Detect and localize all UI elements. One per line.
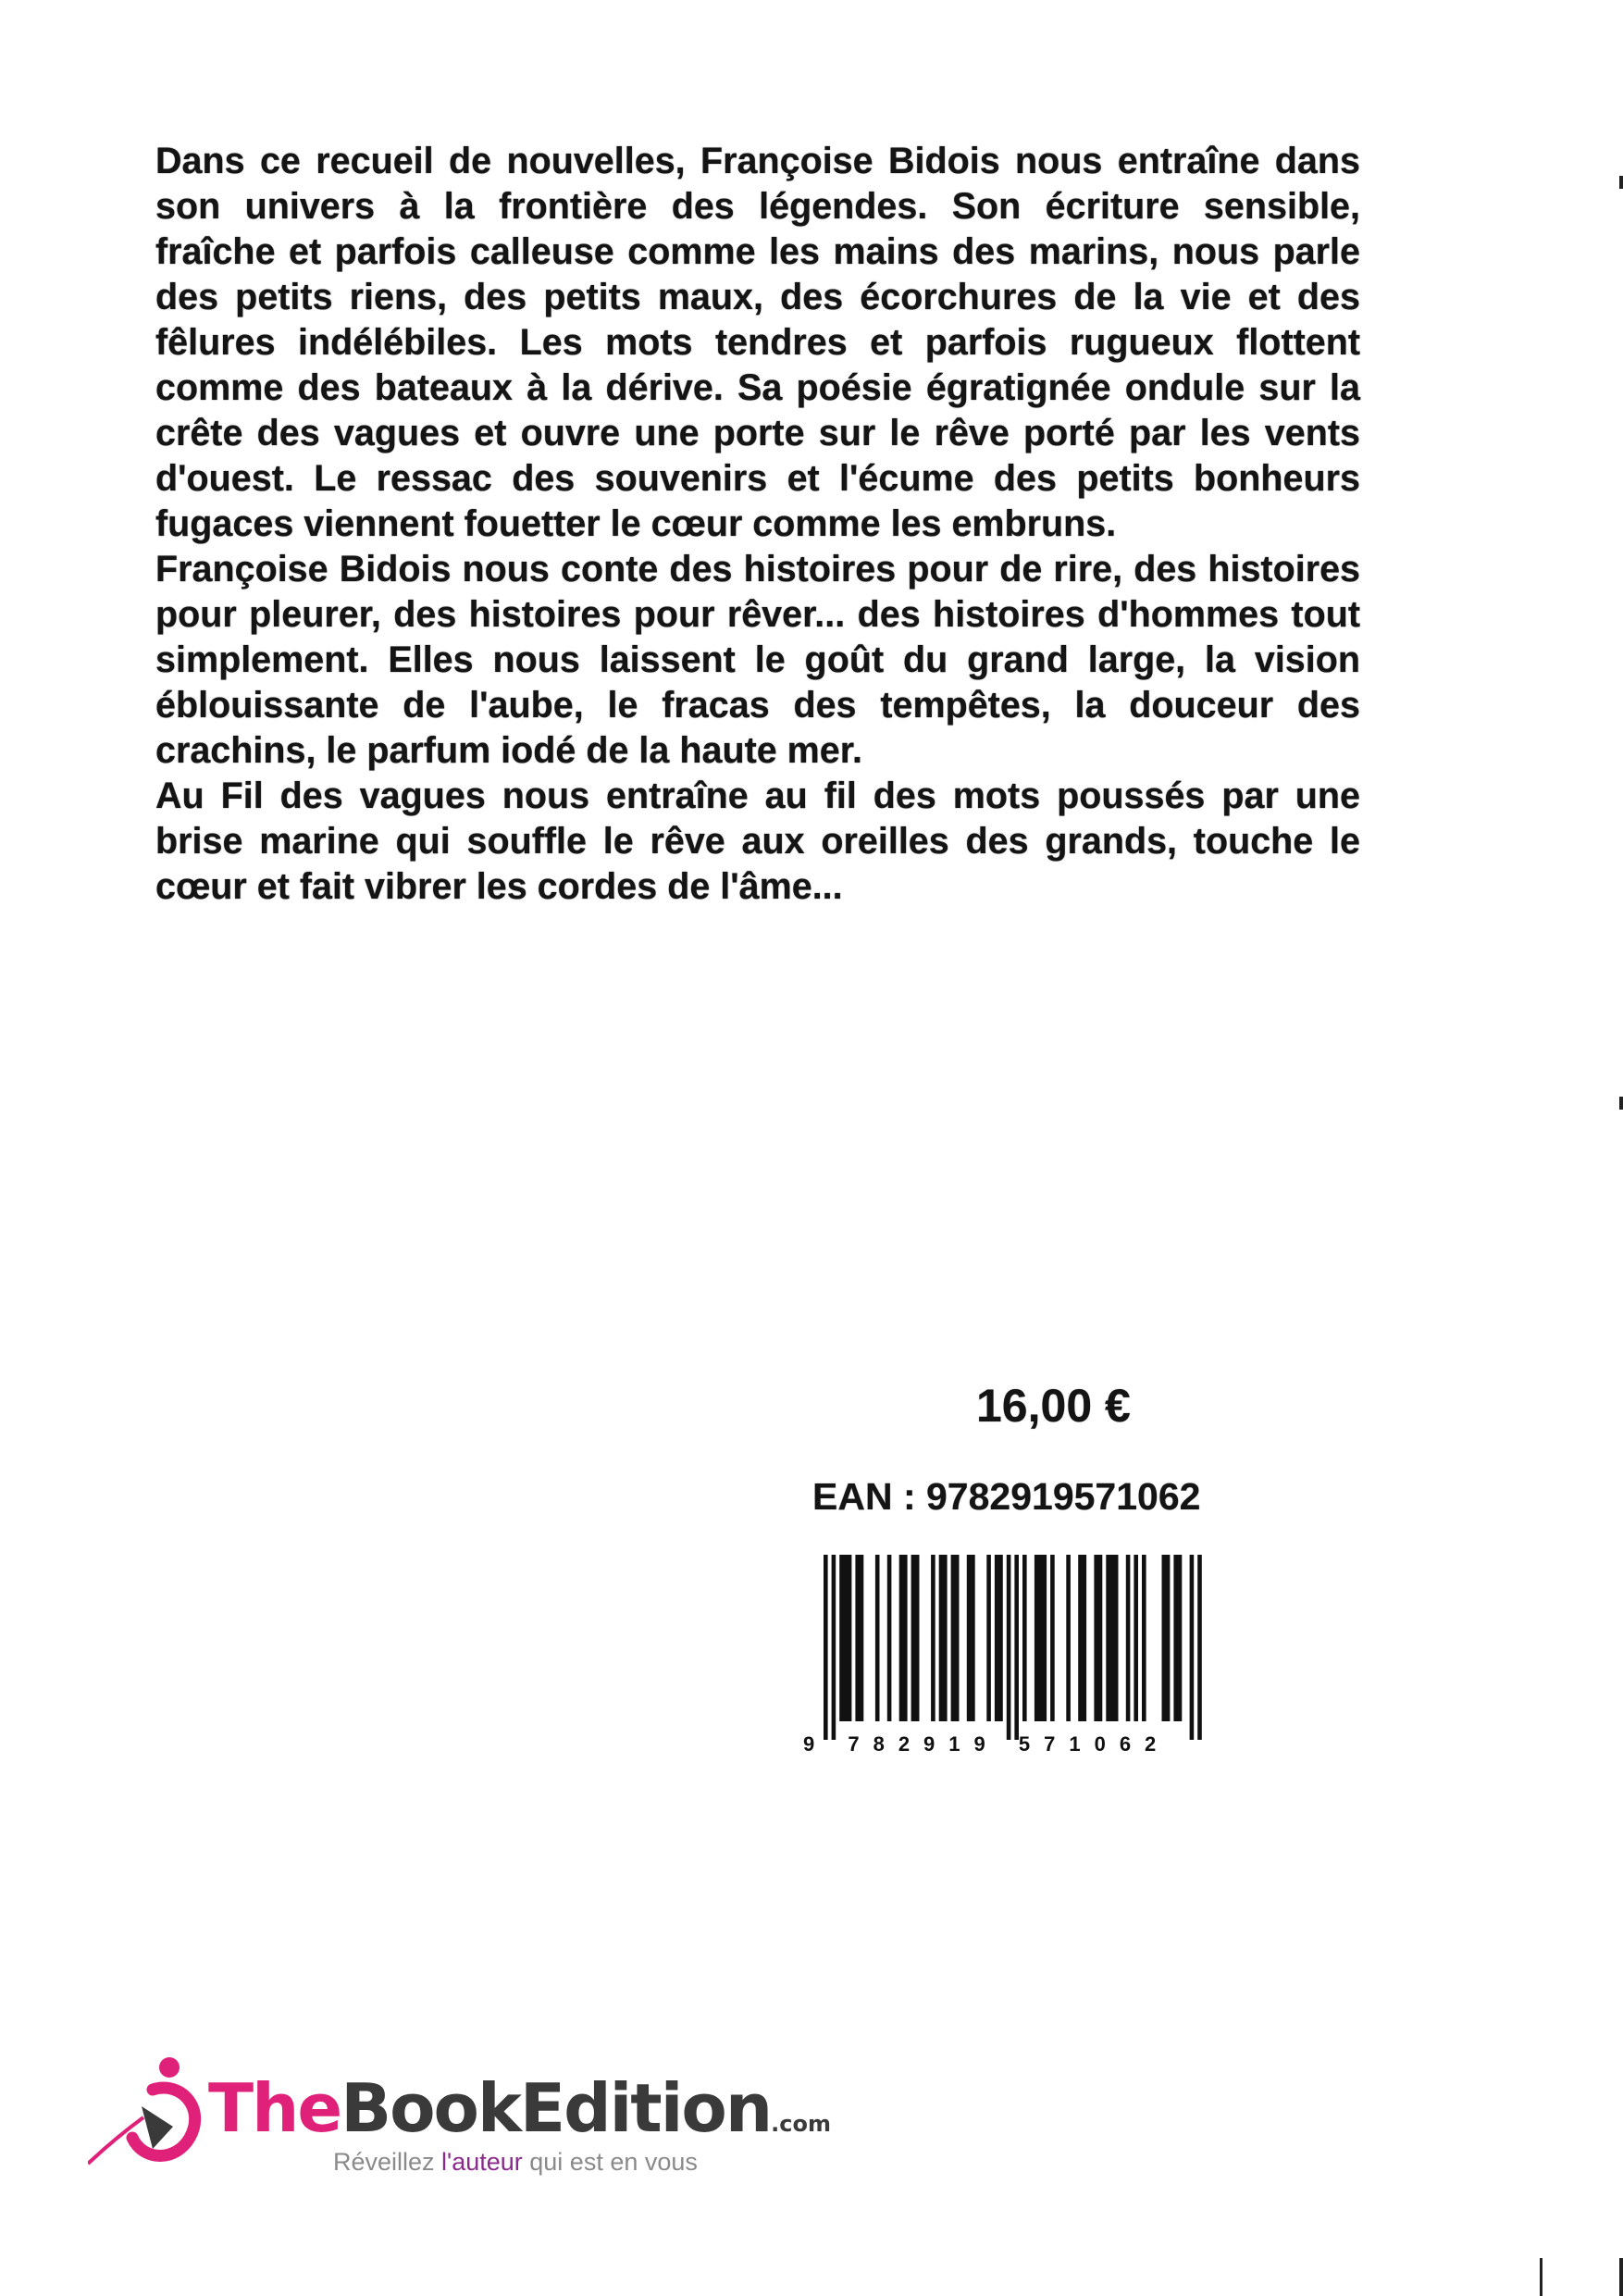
barcode-bar bbox=[1083, 1555, 1087, 1721]
crop-mark bbox=[1619, 1097, 1623, 1110]
barcode-bar bbox=[1142, 1555, 1146, 1721]
blurb-paragraph-2: Françoise Bidois nous conte des histoires pour de rire, des histoires pour pleurer, des histoires pour rêver... des histoires d'hommes tout simplement. Elles nous laissent le goût du grand large, la vision éblouissante de l'aube, le fracas des tempêtes, la douceur des crachins, le parfum iodé de la haute mer. bbox=[155, 549, 1360, 771]
barcode-bar bbox=[1162, 1555, 1167, 1721]
barcode-bar bbox=[911, 1555, 916, 1721]
barcode-digits: 9 782919 571062 bbox=[803, 1732, 1171, 1756]
blurb-paragraph-3: Au Fil des vagues nous entraîne au fil des mots poussés par une brise marine qui souffle le rêve aux oreilles des grands, touche le cœur et fait vibrer les cordes de l'âme... bbox=[155, 776, 1360, 907]
barcode-bar bbox=[995, 1555, 999, 1721]
crop-mark bbox=[1619, 176, 1623, 189]
barcode-bar bbox=[939, 1555, 944, 1721]
barcode-bar bbox=[844, 1555, 849, 1721]
barcode-bar bbox=[986, 1555, 991, 1721]
barcode-bar bbox=[1094, 1555, 1098, 1721]
barcode-bar bbox=[1022, 1555, 1027, 1721]
publisher-name: TheBookEdition.com bbox=[208, 2069, 831, 2147]
barcode-bar bbox=[998, 1555, 1003, 1721]
barcode-bar bbox=[875, 1555, 880, 1721]
barcode-bar bbox=[1050, 1555, 1055, 1721]
barcode-bar bbox=[1178, 1555, 1183, 1721]
barcode-bar bbox=[951, 1555, 956, 1721]
publisher-tagline: Réveillez l'auteur qui est en vous bbox=[333, 2148, 698, 2176]
barcode-bar bbox=[1014, 1555, 1019, 1740]
barcode-bar bbox=[1190, 1555, 1195, 1740]
barcode-bars bbox=[803, 1555, 1266, 1740]
publisher-logo-mark-icon bbox=[88, 2053, 217, 2182]
barcode-bar bbox=[1035, 1555, 1039, 1721]
crop-mark bbox=[1619, 2258, 1623, 2296]
barcode-bar bbox=[967, 1555, 972, 1721]
barcode-bar bbox=[1007, 1555, 1011, 1740]
barcode-bar bbox=[1043, 1555, 1047, 1721]
barcode-bar bbox=[832, 1555, 836, 1740]
barcode-bar bbox=[1098, 1555, 1103, 1721]
barcode-bar bbox=[943, 1555, 948, 1721]
barcode-bar bbox=[899, 1555, 904, 1721]
barcode-bar bbox=[1197, 1555, 1202, 1740]
barcode-bar bbox=[839, 1555, 844, 1721]
barcode-bar bbox=[1066, 1555, 1071, 1721]
barcode-bar bbox=[1078, 1555, 1083, 1721]
barcode-bar bbox=[1038, 1555, 1043, 1721]
barcode-bar bbox=[1166, 1555, 1171, 1721]
barcode-bar bbox=[824, 1555, 828, 1740]
barcode-bar bbox=[903, 1555, 908, 1721]
blurb-paragraph-1: Dans ce recueil de nouvelles, Françoise Bidois nous entraîne dans son univers à la frontière des légendes. Son écriture sensible, fraîche et parfois calleuse comme les mains des marins, nous parle des petits riens, des petits maux, des écorchures de la vie et des fêlures indélébiles. Les mots tendres et parfois rugueux flottent comme des bateaux à la dérive. Sa poésie égratignée ondule sur la crête des vagues et ouvre une porte sur le rêve porté par les vents d'ouest. Le ressac des souvenirs et l'écume des petits bonheurs fugaces viennent fouetter le cœur comme les embruns. bbox=[155, 141, 1360, 544]
barcode-bar bbox=[1106, 1555, 1110, 1721]
barcode-bar bbox=[848, 1555, 852, 1721]
barcode-bar bbox=[1110, 1555, 1115, 1721]
barcode-bar bbox=[971, 1555, 975, 1721]
crop-mark bbox=[1540, 2258, 1542, 2296]
barcode-bar bbox=[915, 1555, 920, 1721]
book-price: 16,00 € bbox=[976, 1380, 1131, 1432]
barcode bbox=[803, 1555, 1266, 1758]
barcode-bar bbox=[955, 1555, 960, 1721]
barcode-bar bbox=[1114, 1555, 1119, 1721]
barcode-bar bbox=[860, 1555, 864, 1721]
barcode-bar bbox=[855, 1555, 860, 1721]
publisher-logo bbox=[88, 2053, 831, 2182]
barcode-bar bbox=[931, 1555, 935, 1721]
ean-label: EAN : 9782919571062 bbox=[812, 1475, 1201, 1518]
barcode-bar bbox=[1173, 1555, 1178, 1721]
back-cover-blurb bbox=[155, 139, 1360, 910]
barcode-bar bbox=[1126, 1555, 1131, 1721]
barcode-bar bbox=[1134, 1555, 1138, 1721]
barcode-bar bbox=[887, 1555, 892, 1721]
